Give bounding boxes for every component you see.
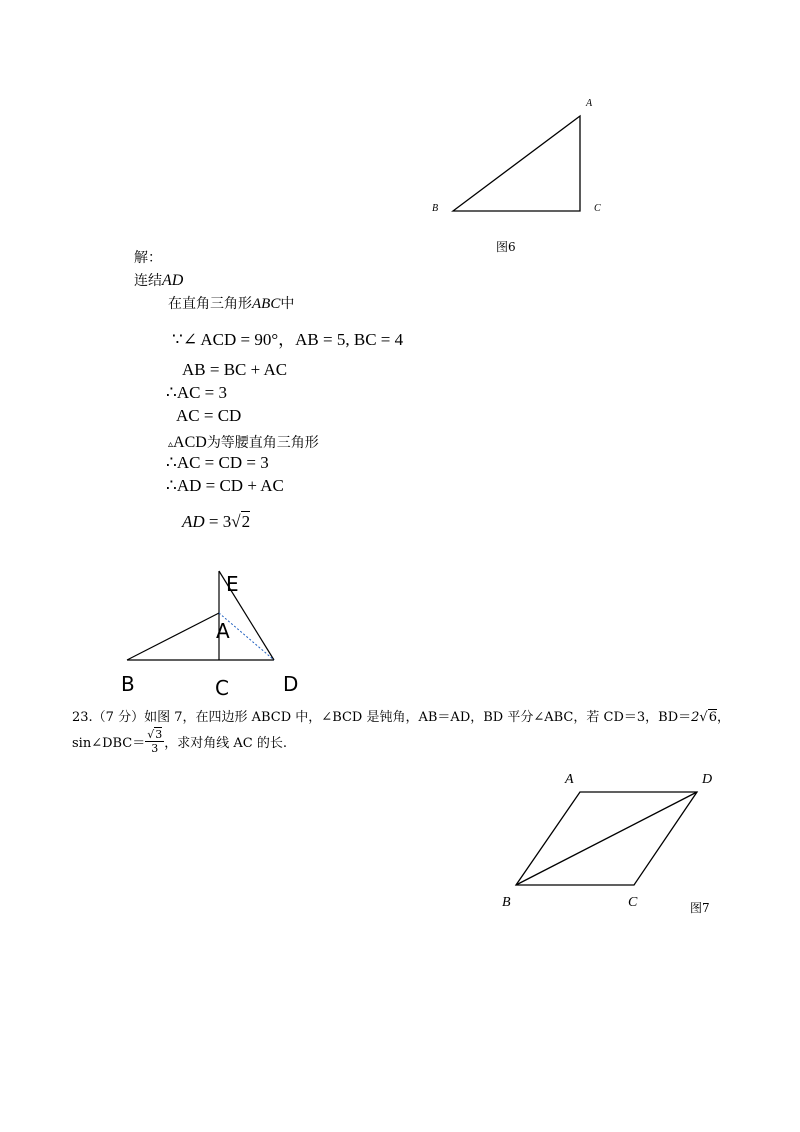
solution-line-1-text: 连结 bbox=[134, 273, 162, 289]
bd-sqrt-symbol: √ bbox=[699, 710, 708, 725]
solution-line-2-var: ABC bbox=[252, 296, 281, 312]
numerator-sqrt-symbol: √ bbox=[147, 728, 155, 741]
solution-line-2-text: 在直角三角形 bbox=[168, 296, 252, 312]
figure7-label-b: B bbox=[502, 895, 511, 910]
sketch-label-c: C bbox=[215, 676, 229, 700]
sketch-label-e: E bbox=[226, 572, 239, 596]
figure7-label-a: A bbox=[565, 772, 574, 787]
solution-line-10-radicand: 2 bbox=[241, 512, 251, 531]
numerator-radicand: 3 bbox=[155, 728, 163, 741]
solution-line-1-var: AD bbox=[162, 272, 184, 289]
figure6-label-c: C bbox=[594, 203, 601, 214]
figure6-caption: 图6 bbox=[496, 240, 516, 254]
solution-line-5: ∴AC = 3 bbox=[166, 383, 228, 402]
solution-line-8: ∴AC = CD = 3 bbox=[166, 453, 269, 472]
fraction-denominator: 3 bbox=[151, 742, 159, 755]
solution-line-2-suffix: 中 bbox=[280, 296, 295, 312]
solution-line-10-eq: = 3 bbox=[204, 512, 232, 531]
question-text-1: 23.（7 分）如图 7，在四边形 ABCD 中，∠BCD 是钝角，AB＝AD，BD 平分∠ABC，若 CD＝3，BD＝ bbox=[72, 710, 692, 725]
figure7-label-d: D bbox=[702, 772, 713, 787]
solution-heading: 解： bbox=[134, 250, 162, 266]
solution-line-7-var: ACD bbox=[173, 434, 207, 451]
solution-line-3: ∵∠ ACD = 90°，AB = 5, BC = 4 bbox=[172, 330, 404, 349]
sketch-label-b: B bbox=[121, 672, 135, 696]
sketch-label-a: A bbox=[216, 619, 230, 643]
triangle-symbol: ▵ bbox=[168, 439, 174, 450]
solution-line-7-text: 为等腰直角三角形 bbox=[206, 435, 319, 451]
solution-line-10-lhs: AD bbox=[182, 512, 205, 531]
solution-line-6: AC = CD bbox=[176, 406, 242, 425]
figure7-caption: 图7 bbox=[690, 901, 710, 915]
bd-radicand: 6 bbox=[708, 710, 717, 725]
sqrt-symbol: √ bbox=[231, 512, 241, 531]
solution-line-9: ∴AD = CD + AC bbox=[166, 476, 284, 495]
question-text-1-end: ， bbox=[716, 710, 730, 725]
bd-coefficient: 2 bbox=[691, 710, 700, 725]
sketch-label-d: D bbox=[283, 672, 299, 696]
question-text-2-prefix: sin∠DBC＝ bbox=[72, 736, 146, 751]
figure6-label-a: A bbox=[586, 98, 593, 109]
question-text-2-suffix: ，求对角线 AC 的长. bbox=[164, 736, 288, 751]
figure6-label-b: B bbox=[432, 203, 439, 214]
solution-line-4: AB = BC + AC bbox=[182, 360, 288, 379]
figure7-label-c: C bbox=[628, 895, 638, 910]
